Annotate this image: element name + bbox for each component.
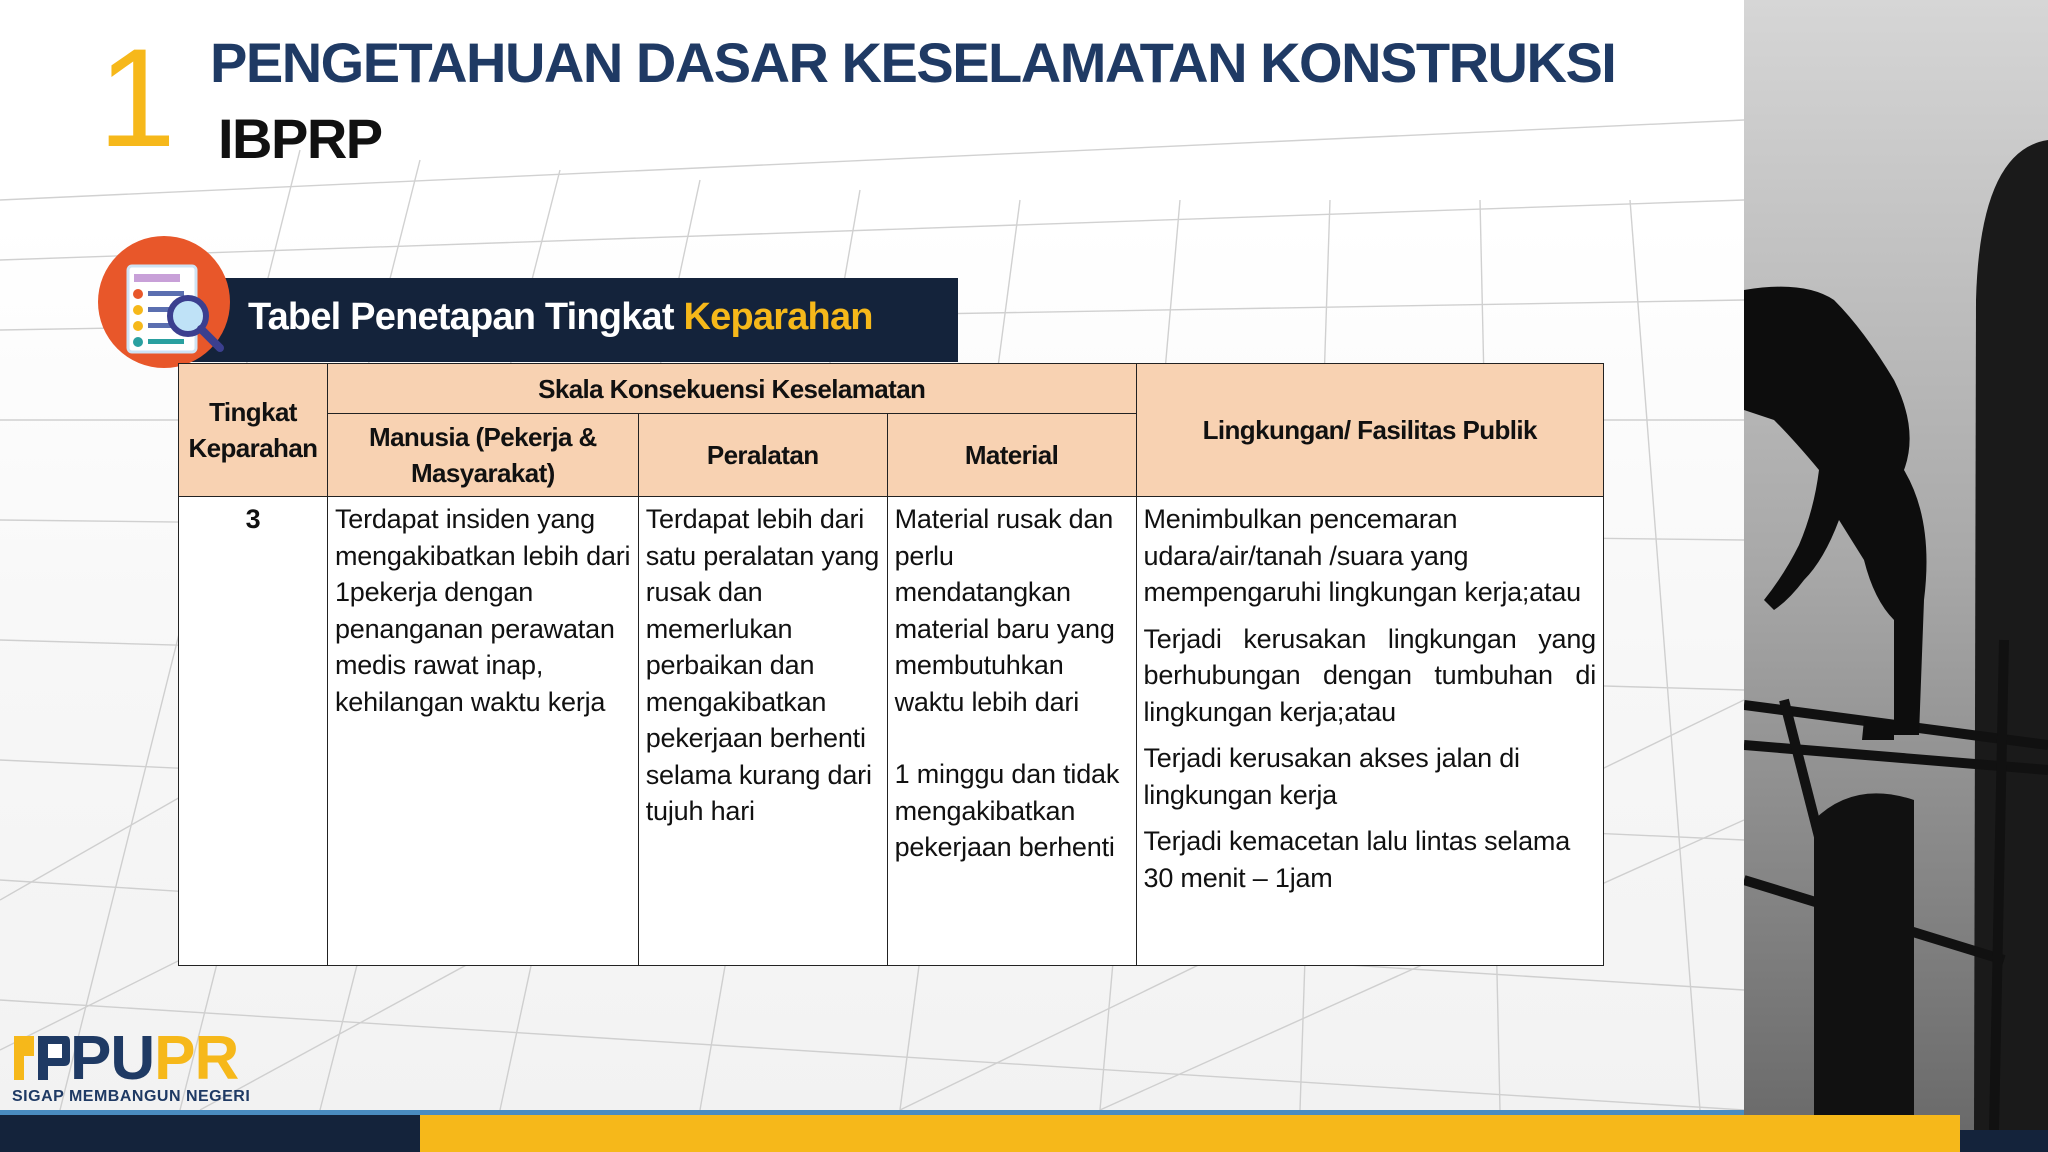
material-gap	[895, 720, 1129, 756]
lingkungan-text-1: Menimbulkan pencemaran udara/air/tanah /suara yang mempengaruhi lingkungan kerja;atau	[1143, 504, 1581, 607]
cell-manusia: Terdapat insiden yang mengakibatkan lebih dari 1pekerja dengan penanganan perawatan medis rawat inap, kehilangan waktu kerja	[327, 497, 638, 966]
slide-number: 1	[98, 19, 176, 176]
checklist-magnifier-icon	[98, 236, 230, 368]
section-banner-title	[248, 296, 873, 339]
material-text-1: Material rusak dan perlu mendatangkan material baru yang membutuhkan waktu lebih dari	[894, 504, 1115, 717]
header-lingkungan: Lingkungan/ Fasilitas Publik	[1136, 364, 1604, 497]
logo-text-pr: PR	[154, 1024, 239, 1093]
cell-material	[887, 497, 1136, 966]
page-subtitle: IBPRP	[218, 107, 382, 170]
logo-tagline: SIGAP MEMBANGUN NEGERI	[12, 1088, 251, 1105]
table-row	[179, 497, 1604, 966]
severity-table	[178, 363, 1604, 966]
header-peralatan: Peralatan	[638, 414, 887, 497]
header-material: Material	[887, 414, 1136, 497]
worker-silhouette-photo	[1744, 0, 2048, 1130]
banner-title-main: Tabel Penetapan Tingkat	[248, 296, 684, 338]
header-consequence-group: Skala Konsekuensi Keselamatan	[327, 364, 1136, 414]
pupr-emblem-icon	[10, 1030, 72, 1086]
cell-peralatan: Terdapat lebih dari satu peralatan yang rusak dan memerlukan perbaikan dan mengakibatkan pekerjaan berhenti selama kurang dari tujuh hari	[638, 497, 887, 966]
material-text-2: 1 minggu dan tidak mengakibatkan pekerjaan berhenti	[894, 759, 1120, 862]
footer-bar-navy-right	[1960, 1130, 2048, 1152]
header-level: Tingkat Keparahan	[179, 364, 328, 497]
banner-title-accent: Keparahan	[683, 296, 873, 338]
logo-text-pu: PU	[70, 1024, 155, 1093]
page-title: PENGETAHUAN DASAR KESELAMATAN KONSTRUKSI	[210, 31, 1616, 94]
lingkungan-text-4: Terjadi kemacetan lalu lintas selama 30 menit – 1jam	[1143, 826, 1571, 893]
footer-bar-yellow	[420, 1115, 1960, 1152]
lingkungan-text-3: Terjadi kerusakan akses jalan di lingkungan kerja	[1143, 743, 1520, 810]
header-manusia: Manusia (Pekerja & Masyarakat)	[327, 414, 638, 497]
footer-bar-navy-left	[0, 1115, 420, 1152]
cell-level: 3	[179, 497, 328, 966]
cell-lingkungan	[1136, 497, 1604, 966]
lingkungan-text-2: Terjadi kerusakan lingkungan yang berhubungan dengan tumbuhan di lingkungan kerja;atau	[1143, 623, 1596, 727]
pupr-logo-text	[70, 1024, 239, 1093]
